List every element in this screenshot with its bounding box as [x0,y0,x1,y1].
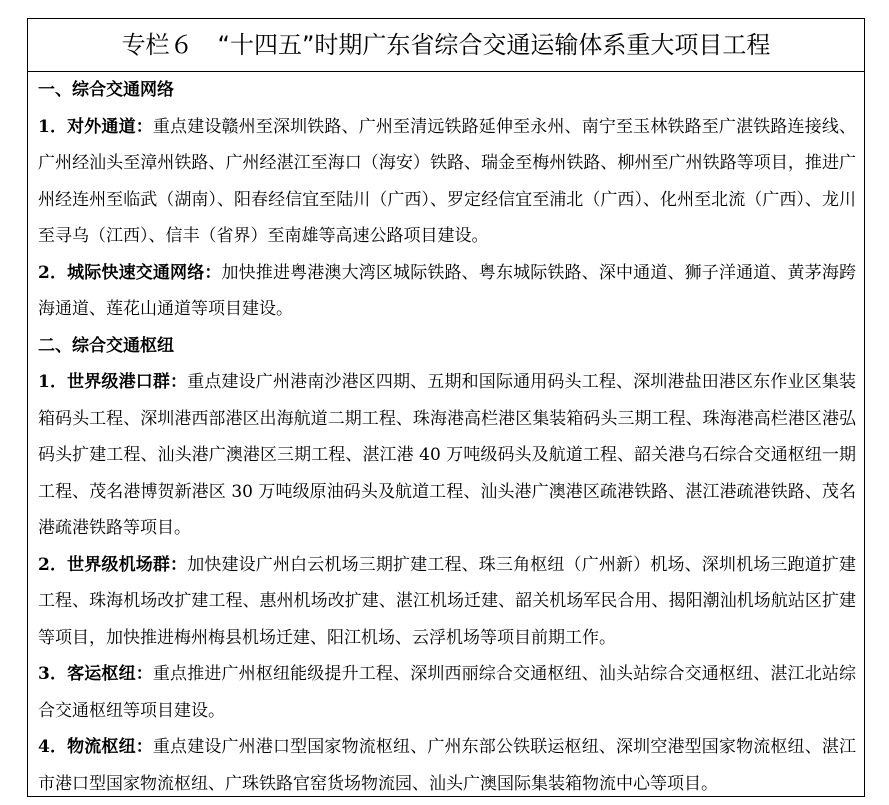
paragraph-text: 加快建设广州白云机场三期扩建工程、珠三角枢纽（广州新）机场、深圳机场三跑道扩建工程、珠海机场改扩建工程、惠州机场改扩建、湛江机场迁建、韶关机场军民合用、揭阳潮汕机场航站区扩建等项目，加快推进梅州梅县机场迁建、阳江机场、云浮机场等项目前期工作。 [38,554,856,648]
section-heading: 一、综合交通网络 [38,80,174,100]
paragraph-text: 重点建设广州港南沙港区四期、五期和国际通用码头工程、深圳港盐田港区东作业区集装箱码头工程、深圳港西部港区出海航道二期工程、珠海港高栏港区集装箱码头三期工程、珠海港高栏港区港弘码头扩建工程、汕头港广澳港区三期工程、湛江港 40 万吨级码头及航道工程、韶关港乌石综合交通枢纽一期工程、茂名港博贺新港区 30 万吨级原油码头及航道工程、汕头港广澳港区疏港铁路、湛江港疏港铁路、茂名港疏港铁路等项目。 [38,372,856,538]
paragraph-label: 2．世界级机场群： [38,554,188,575]
paragraph-text: 重点推进广州枢纽能级提升工程、深圳西丽综合交通枢纽、汕头站综合交通枢纽、湛江北站综合交通枢纽等项目建设。 [38,664,856,721]
paragraph-label: 4．物流枢纽： [38,737,153,757]
paragraph-port-cluster [38,364,856,547]
paragraph-label: 3．客运枢纽： [38,664,153,684]
paragraph-text: 加快推进粤港澳大湾区城际铁路、粤东城际铁路、深中通道、狮子洋通道、黄茅海跨海通道、莲花山通道等项目建设。 [38,262,856,319]
paragraph-external-corridors [38,109,856,255]
paragraph-intercity-network [38,255,856,328]
column-title: 专栏６ “十四五”时期广东省综合交通运输体系重大项目工程 [28,19,864,72]
column-body [28,72,864,802]
paragraph-airport-cluster [38,547,856,657]
project-column-box [27,18,865,797]
section-heading: 二、综合交通枢纽 [38,335,174,356]
paragraph-label: 2．城际快速交通网络： [38,262,222,283]
paragraph-passenger-hubs [38,656,856,729]
paragraph-label: 1．对外通道： [38,116,153,137]
paragraph-label: 1．世界级港口群： [38,372,188,392]
paragraph-text: 重点建设赣州至深圳铁路、广州至清远铁路延伸至永州、南宁至玉林铁路至广湛铁路连接线、广州经汕头至漳州铁路、广州经湛江至海口（海安）铁路、瑞金至梅州铁路、柳州至广州铁路等项目，推进广州经连州至临武（湖南）、阳春经信宜至陆川（广西）、罗定经信宜至浦北（广西）、化州至北流（广西）、龙川至寻乌（江西）、信丰（省界）至南雄等高速公路项目建设。 [38,116,856,246]
paragraph-text: 重点建设广州港口型国家物流枢纽、广州东部公铁联运枢纽、深圳空港型国家物流枢纽、湛江市港口型国家物流枢纽、广珠铁路官窑货场物流园、汕头广澳国际集装箱物流中心等项目。 [38,737,856,794]
paragraph-logistics-hubs [38,729,856,802]
